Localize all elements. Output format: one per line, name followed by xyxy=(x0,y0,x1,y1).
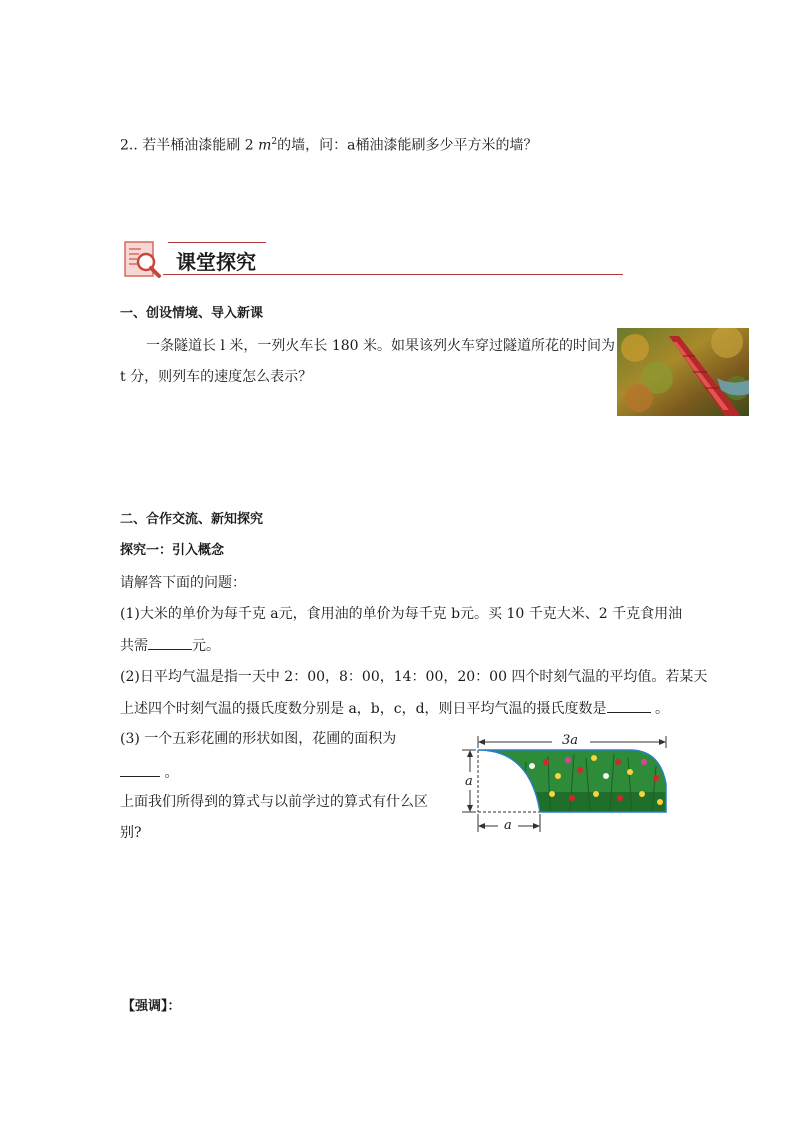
question-2-suffix: 的墙，问：a桶油漆能刷多少平方米的墙？ xyxy=(277,137,538,154)
part-1-line-2: t 分，则列车的速度怎么表示？ xyxy=(120,369,313,385)
question-4-line-2: 别? xyxy=(120,825,142,841)
figure-label-left: a xyxy=(465,774,473,789)
part-1-heading: 一、创设情境、导入新课 xyxy=(120,306,264,321)
question-3-line-1: (3) 一个五彩花圃的形状如图，花圃的面积为 xyxy=(120,731,397,747)
question-2b-prefix: 上述四个时刻气温的摄氏度数分别是 a，b，c，d，则日平均气温的摄氏度数是 xyxy=(120,701,607,717)
question-1-prefix: 共需 xyxy=(120,638,148,654)
section-header-bottom-rule xyxy=(163,274,623,275)
train-bridge-photo xyxy=(617,328,749,416)
magnifier-section-icon xyxy=(123,240,163,280)
answer-blank-2[interactable] xyxy=(607,698,651,713)
figure-label-top: 3a xyxy=(562,733,579,748)
question-2-prefix: 2.. 若半桶油漆能刷 2 xyxy=(120,137,259,154)
question-2b-suffix: 。 xyxy=(650,701,670,717)
answer-blank-1[interactable] xyxy=(148,635,192,650)
question-1-suffix: 元。 xyxy=(192,638,220,654)
part-2-subheading: 探究一：引入概念 xyxy=(120,543,225,558)
unit-m: m xyxy=(258,137,272,154)
part-2-heading: 二、合作交流、新知探究 xyxy=(120,512,264,527)
question-2-line-2 xyxy=(120,698,669,719)
question-4-line-1: 上面我们所得到的算式与以前学过的算式有什么区 xyxy=(120,794,428,810)
unit-exponent: 2 xyxy=(271,137,278,147)
section-header-top-rule xyxy=(168,242,266,243)
question-1-line-2 xyxy=(120,635,220,656)
answer-blank-3[interactable] xyxy=(120,762,160,777)
emphasis-label: 【强调】： xyxy=(122,999,181,1014)
section-title: 课堂探究 xyxy=(176,250,256,274)
part-2-prompt: 请解答下面的问题： xyxy=(120,575,246,591)
question-1-line-1: (1)大米的单价为每千克 a元，食用油的单价为每千克 b元。买 10 千克大米、2 千克食用油 xyxy=(120,606,683,622)
question-2 xyxy=(120,132,537,156)
figure-label-bottom: a xyxy=(504,818,512,833)
question-3-line-2 xyxy=(120,762,178,783)
part-1-line-1: 一条隧道长 l 米，一列火车长 180 米。如果该列火车穿过隧道所花的时间为 xyxy=(146,338,615,354)
question-2-line-1: (2)日平均气温是指一天中 2：00，8：00，14：00，20：00 四个时刻气温的平均值。若某天 xyxy=(120,669,708,685)
question-3-suffix: 。 xyxy=(160,765,179,781)
flower-bed-figure xyxy=(460,732,674,836)
